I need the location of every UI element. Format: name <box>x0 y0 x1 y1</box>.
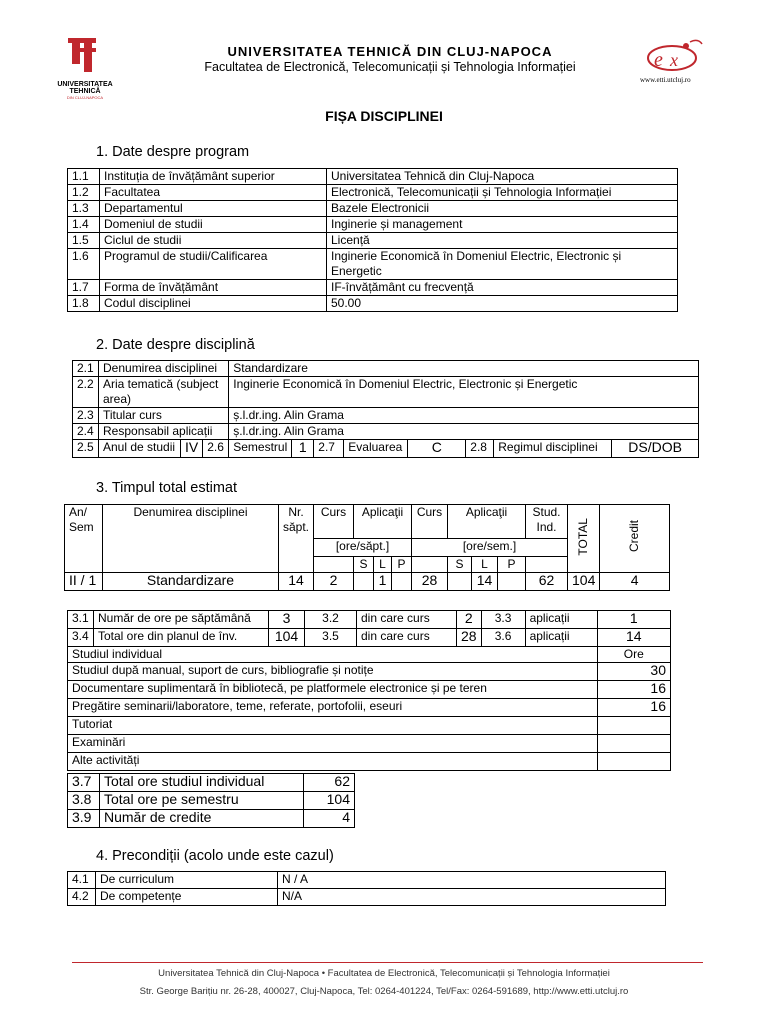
row-number: 1.3 <box>68 201 100 217</box>
row-curs: 2 <box>314 573 354 591</box>
etti-url[interactable]: www.etti.utcluj.ro <box>640 76 691 84</box>
etti-logo <box>640 36 710 76</box>
header-denumire: Denumirea disciplinei <box>103 505 279 573</box>
header-l-sem: L <box>472 557 498 573</box>
studiu-individual-label: Studiul individual <box>68 647 598 663</box>
row-label: De curriculum <box>96 872 278 889</box>
table-row <box>68 201 678 217</box>
row-label: Total ore pe semestru <box>100 792 304 810</box>
section-3-heading: 3. Timpul total estimat <box>96 480 238 496</box>
row-number: 1.1 <box>68 169 100 185</box>
row-number: 2.3 <box>73 408 99 424</box>
row-value: Inginerie Economică în Domeniul Electric, Electronic și Energetic <box>229 377 699 408</box>
row-label: aplicații <box>525 629 597 647</box>
table-row <box>68 217 678 233</box>
activity-label: Tutoriat <box>68 717 598 735</box>
row-value: 62 <box>304 774 355 792</box>
row-value: 3 <box>269 611 305 629</box>
row-label: Denumirea disciplinei <box>99 361 229 377</box>
year-number: 2.5 <box>73 440 99 458</box>
row-number: 4.2 <box>68 889 96 906</box>
row-number: 1.5 <box>68 233 100 249</box>
activity-hours <box>597 717 670 735</box>
table-row <box>68 699 671 717</box>
activity-hours: 30 <box>597 663 670 681</box>
header-aplicatii-sem: Aplicaţii <box>448 505 526 539</box>
year-label: Anul de studii <box>99 440 181 458</box>
activity-hours: 16 <box>597 699 670 717</box>
row-number: 2.1 <box>73 361 99 377</box>
row-value: 104 <box>269 629 305 647</box>
ore-label: Ore <box>597 647 670 663</box>
row-number: 3.5 <box>305 629 357 647</box>
row-s <box>354 573 374 591</box>
footer-line-1: Universitatea Tehnică din Cluj-Napoca • Facultatea de Electronică, Telecomunicații și Tehnologia Informației <box>158 968 610 979</box>
row-value: IF-învățământ cu frecvență <box>327 280 678 296</box>
row-value: 28 <box>457 629 482 647</box>
row-label: Codul disciplinei <box>100 296 327 312</box>
row-label: Număr de ore pe săptămână <box>94 611 269 629</box>
table-row <box>68 717 671 735</box>
footer-divider <box>72 962 703 963</box>
table-row <box>68 611 671 629</box>
row-label: Total ore studiul individual <box>100 774 304 792</box>
row-label: aplicații <box>525 611 597 629</box>
preconditions-table <box>67 871 666 906</box>
row-denumire: Standardizare <box>103 573 279 591</box>
row-label: Total ore din planul de înv. <box>94 629 269 647</box>
activity-label: Alte activități <box>68 753 598 771</box>
table-row <box>68 185 678 201</box>
table-row <box>68 735 671 753</box>
section-2-heading: 2. Date despre disciplină <box>96 337 255 353</box>
logo-text-2: TEHNICĂ <box>69 88 101 95</box>
footer-line-2: Str. George Barițiu nr. 26-28, 400027, Cluj-Napoca, Tel: 0264-401224, Tel/Fax: 0264-591689, http://www.etti.utcluj.ro <box>139 986 629 997</box>
program-table <box>67 168 678 312</box>
table-row <box>68 249 678 280</box>
row-an-sem: II / 1 <box>65 573 103 591</box>
row-value: Licență <box>327 233 678 249</box>
semester-label: Semestrul <box>229 440 292 458</box>
row-number: 3.3 <box>481 611 525 629</box>
row-number: 3.9 <box>68 810 100 828</box>
row-value: Universitatea Tehnică din Cluj-Napoca <box>327 169 678 185</box>
row-label: Programul de studii/Calificarea <box>100 249 327 280</box>
row-label: Forma de învățământ <box>100 280 327 296</box>
semester-number: 2.6 <box>203 440 229 458</box>
row-label: Număr de credite <box>100 810 304 828</box>
university-logo <box>54 36 116 98</box>
header-p: P <box>392 557 412 573</box>
row-number: 1.7 <box>68 280 100 296</box>
regime-number: 2.8 <box>466 440 494 458</box>
row-value: N / A <box>278 872 666 889</box>
row-value: 50.00 <box>327 296 678 312</box>
time-estimate-table <box>64 504 670 591</box>
row-l: 1 <box>374 573 392 591</box>
row-number: 2.2 <box>73 377 99 408</box>
header-curs: Curs <box>314 505 354 539</box>
header-ore-sapt: [ore/săpt.] <box>314 539 412 557</box>
row-l-sem: 14 <box>472 573 498 591</box>
table-row <box>68 647 671 663</box>
activity-label: Documentare suplimentară în bibliotecă, pe platformele electronice și pe teren <box>68 681 598 699</box>
row-label: Responsabil aplicații <box>99 424 229 440</box>
row-number: 2.4 <box>73 424 99 440</box>
header-l: L <box>374 557 392 573</box>
header-total: TOTAL <box>576 517 591 556</box>
row-s-sem <box>448 573 472 591</box>
university-name: UNIVERSITATEA TEHNICĂ DIN CLUJ-NAPOCA <box>227 44 553 59</box>
row-p <box>392 573 412 591</box>
table-row <box>68 753 671 771</box>
row-label: Facultatea <box>100 185 327 201</box>
regime-value: DS/DOB <box>612 440 699 458</box>
header-p-sem: P <box>498 557 526 573</box>
hours-table <box>67 610 671 771</box>
evaluation-value: C <box>408 440 466 458</box>
row-nr-sapt: 14 <box>279 573 314 591</box>
row-value: Electronică, Telecomunicații și Tehnologia Informației <box>327 185 678 201</box>
row-label: Titular curs <box>99 408 229 424</box>
svg-text:e: e <box>654 49 663 71</box>
section-1-heading: 1. Date despre program <box>96 144 250 160</box>
row-label: Aria tematică (subject area) <box>99 377 229 408</box>
row-number: 1.6 <box>68 249 100 280</box>
activity-label: Pregătire seminarii/laboratore, teme, referate, portofolii, eseuri <box>68 699 598 717</box>
table-row <box>68 889 666 906</box>
row-number: 1.4 <box>68 217 100 233</box>
row-credit: 4 <box>600 573 670 591</box>
row-label: din care curs <box>357 611 457 629</box>
activity-hours: 16 <box>597 681 670 699</box>
row-value: 1 <box>597 611 670 629</box>
row-number: 1.8 <box>68 296 100 312</box>
table-row <box>68 663 671 681</box>
row-number: 3.7 <box>68 774 100 792</box>
header-curs-sem: Curs <box>412 505 448 539</box>
row-number: 3.4 <box>68 629 94 647</box>
row-value: Inginerie Economică în Domeniul Electric, Electronic și Energetic <box>327 249 678 280</box>
section-4-heading: 4. Precondiții (acolo unde este cazul) <box>96 848 334 864</box>
row-value: ș.l.dr.ing. Alin Grama <box>229 424 699 440</box>
row-number: 3.1 <box>68 611 94 629</box>
table-row <box>68 629 671 647</box>
table-row <box>68 169 678 185</box>
header-s: S <box>354 557 374 573</box>
discipline-table <box>72 360 699 458</box>
row-value: Inginerie și management <box>327 217 678 233</box>
svg-text:x: x <box>670 50 678 70</box>
row-value: 2 <box>457 611 482 629</box>
activity-label: Examinări <box>68 735 598 753</box>
table-row <box>73 408 699 424</box>
table-row <box>73 440 699 458</box>
row-number: 3.2 <box>305 611 357 629</box>
faculty-name: Facultatea de Electronică, Telecomunicații și Tehnologia Informației <box>204 60 576 74</box>
row-number: 4.1 <box>68 872 96 889</box>
row-label: Departamentul <box>100 201 327 217</box>
table-row <box>68 233 678 249</box>
row-curs-sem: 28 <box>412 573 448 591</box>
evaluation-number: 2.7 <box>314 440 344 458</box>
row-label: Ciclul de studii <box>100 233 327 249</box>
row-label: din care curs <box>357 629 457 647</box>
table-row <box>68 681 671 699</box>
logo-text-1: UNIVERSITATEA <box>57 81 113 88</box>
header-nr-sapt: Nr. săpt. <box>279 505 314 573</box>
row-value: 4 <box>304 810 355 828</box>
row-number: 3.6 <box>481 629 525 647</box>
table-row <box>68 774 355 792</box>
row-label: De competențe <box>96 889 278 906</box>
table-row <box>73 424 699 440</box>
table-row <box>68 810 355 828</box>
table-row <box>73 361 699 377</box>
row-label: Instituția de învățământ superior <box>100 169 327 185</box>
page-title: FIȘA DISCIPLINEI <box>325 108 443 124</box>
header-credit: Credit <box>627 520 642 553</box>
table-row <box>68 792 355 810</box>
activity-hours <box>597 735 670 753</box>
table-row <box>68 280 678 296</box>
row-label: Domeniul de studii <box>100 217 327 233</box>
header-stud-ind: Stud. Ind. <box>526 505 568 539</box>
activity-label: Studiul după manual, suport de curs, bibliografie și notițe <box>68 663 598 681</box>
row-number: 1.2 <box>68 185 100 201</box>
regime-label: Regimul disciplinei <box>494 440 612 458</box>
header-s-sem: S <box>448 557 472 573</box>
row-stud-ind: 62 <box>526 573 568 591</box>
table-row <box>68 872 666 889</box>
header-aplicatii: Aplicaţii <box>354 505 412 539</box>
logo-text-3: DIN CLUJ-NAPOCA <box>66 95 104 100</box>
row-value: Standardizare <box>229 361 699 377</box>
row-number: 3.8 <box>68 792 100 810</box>
row-value: Bazele Electronicii <box>327 201 678 217</box>
evaluation-label: Evaluarea <box>344 440 408 458</box>
header-ore-sem: [ore/sem.] <box>412 539 568 557</box>
row-value: ș.l.dr.ing. Alin Grama <box>229 408 699 424</box>
row-value: 104 <box>304 792 355 810</box>
table-row <box>68 296 678 312</box>
header-an-sem: An/ Sem <box>65 505 103 573</box>
activity-hours <box>597 753 670 771</box>
row-value: N/A <box>278 889 666 906</box>
totals-table <box>67 773 355 828</box>
semester-value: 1 <box>292 440 314 458</box>
row-p-sem <box>498 573 526 591</box>
row-total: 104 <box>568 573 600 591</box>
table-row <box>73 377 699 408</box>
year-value: IV <box>181 440 203 458</box>
row-value: 14 <box>597 629 670 647</box>
